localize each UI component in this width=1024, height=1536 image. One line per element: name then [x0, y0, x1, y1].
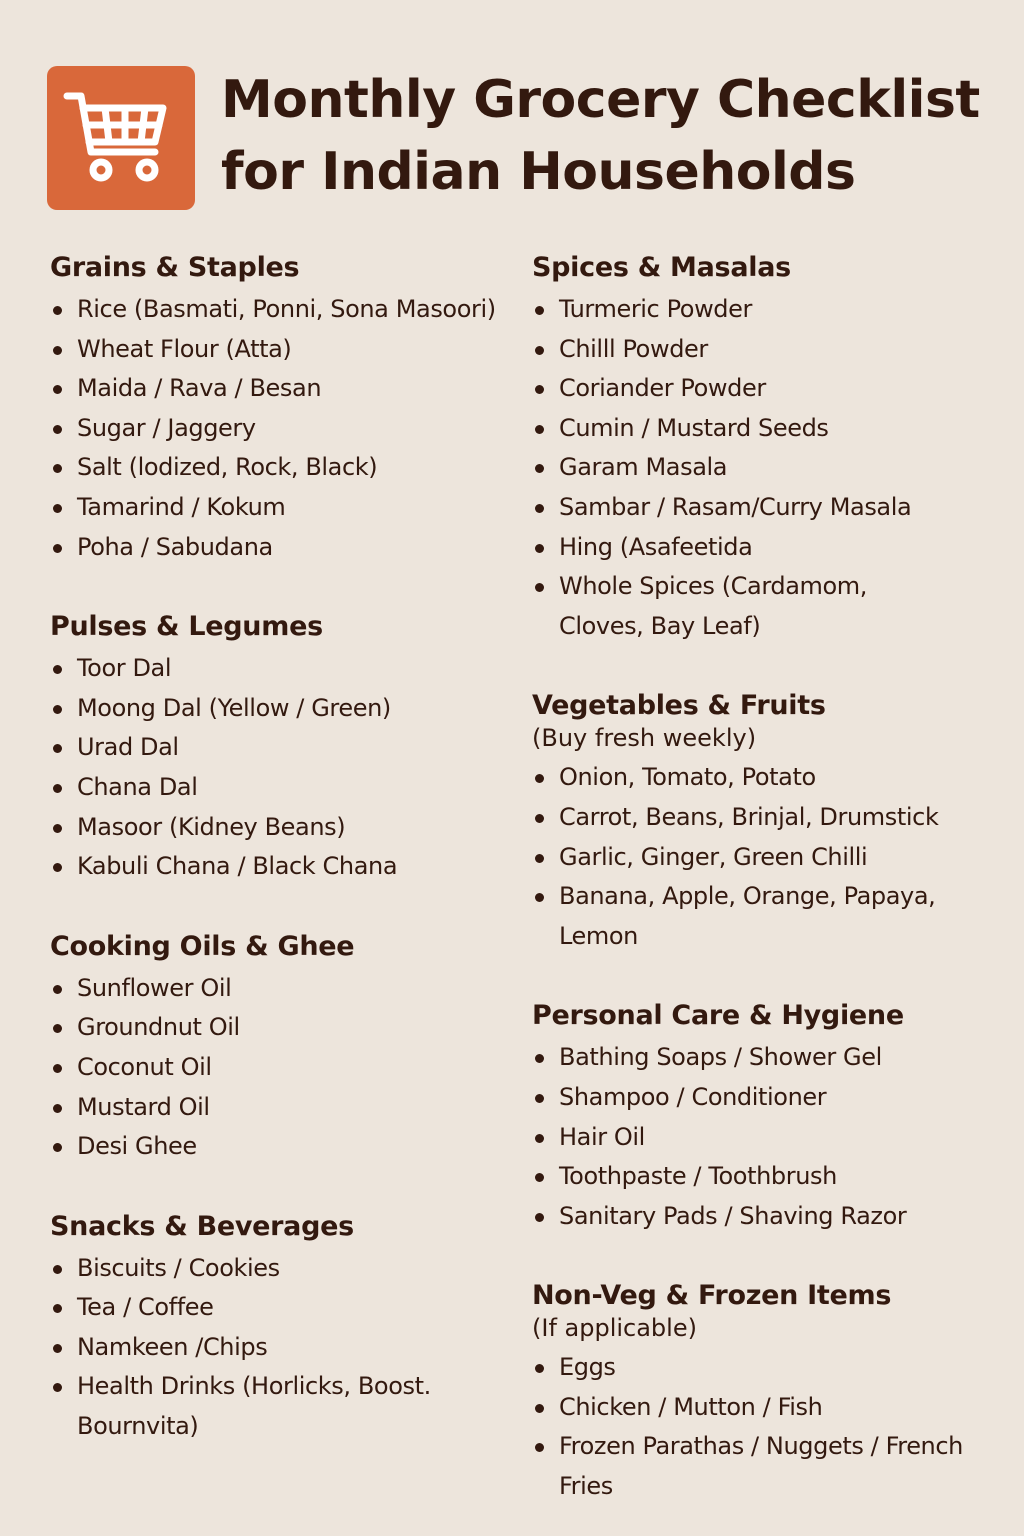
logo — [47, 66, 195, 210]
section-grains-staples — [50, 250, 520, 567]
section-title: Cooking Oils & Ghee — [50, 930, 355, 962]
list-item: Coriander Powder — [532, 369, 1002, 409]
section-title: Pulses & Legumes — [50, 611, 323, 643]
list-item: Chilll Powder — [532, 330, 1002, 370]
section-snacks-beverages — [50, 1209, 520, 1447]
list-item: Desi Ghee — [50, 1127, 520, 1167]
item-list — [532, 1038, 1002, 1236]
page-header — [47, 66, 997, 210]
item-list — [532, 290, 1002, 646]
list-item: Chicken / Mutton / Fish — [532, 1388, 1002, 1428]
list-item: Namkeen /Chips — [50, 1328, 520, 1368]
item-list — [50, 290, 520, 567]
section-title: Vegetables & Fruits — [532, 690, 826, 722]
list-item: Biscuits / Cookies — [50, 1249, 520, 1289]
list-item: Mustard Oil — [50, 1088, 520, 1128]
list-item: Moong Dal (Yellow / Green) — [50, 689, 520, 729]
list-item: Salt (lodized, Rock, Black) — [50, 448, 520, 488]
list-item: Sugar / Jaggery — [50, 409, 520, 449]
section-title: Snacks & Beverages — [50, 1210, 354, 1242]
list-item: Shampoo / Conditioner — [532, 1078, 1002, 1118]
list-item: Sunflower Oil — [50, 969, 520, 1009]
section-vegetables-fruits — [532, 688, 1002, 956]
item-list — [50, 649, 520, 887]
list-item: Sanitary Pads / Shaving Razor — [532, 1197, 1002, 1237]
list-item: Tea / Coffee — [50, 1288, 520, 1328]
page-title — [221, 64, 1001, 208]
list-item: Wheat Flour (Atta) — [50, 330, 520, 370]
list-item: Hing (Asafeetida — [532, 528, 1002, 568]
left-column — [50, 250, 520, 1447]
section-cooking-oils-ghee — [50, 929, 520, 1167]
section-personal-care-hygiene — [532, 998, 1002, 1236]
list-item: Onion, Tomato, Potato — [532, 758, 1002, 798]
item-list — [50, 969, 520, 1167]
list-item: Groundnut Oil — [50, 1008, 520, 1048]
list-item: Banana, Apple, Orange, Papaya, Lemon — [532, 877, 999, 956]
list-item: Kabuli Chana / Black Chana — [50, 847, 520, 887]
section-non-veg-frozen — [532, 1278, 1002, 1506]
list-item: Hair Oil — [532, 1118, 1002, 1158]
section-spices-masalas — [532, 250, 1002, 646]
list-item: Tamarind / Kokum — [50, 488, 520, 528]
list-item: Cumin / Mustard Seeds — [532, 409, 1002, 449]
list-item: Coconut Oil — [50, 1048, 520, 1088]
list-item: Sambar / Rasam/Curry Masala — [532, 488, 1002, 528]
list-item: Toothpaste / Toothbrush — [532, 1157, 1002, 1197]
list-item: Health Drinks (Horlicks, Boost. Bournvita) — [50, 1367, 477, 1446]
section-note: (If applicable) — [532, 1314, 697, 1343]
list-item: Maida / Rava / Besan — [50, 369, 520, 409]
list-item: Bathing Soaps / Shower Gel — [532, 1038, 1002, 1078]
list-item: Garam Masala — [532, 448, 1002, 488]
section-title: Personal Care & Hygiene — [532, 1000, 904, 1032]
section-title: Grains & Staples — [50, 252, 300, 283]
list-item: Whole Spices (Cardamom, Cloves, Bay Leaf) — [532, 567, 949, 646]
section-title: Spices & Masalas — [532, 252, 791, 283]
section-note: (Buy fresh weekly) — [532, 724, 757, 753]
item-list — [532, 758, 1002, 956]
list-item: Garlic, Ginger, Green Chilli — [532, 838, 1002, 878]
list-item: Chana Dal — [50, 768, 520, 808]
section-title: Non-Veg & Frozen Items — [532, 1280, 892, 1312]
list-item: Poha / Sabudana — [50, 528, 520, 568]
list-item: Toor Dal — [50, 649, 520, 689]
item-list — [532, 1348, 1002, 1506]
list-item: Rice (Basmati, Ponni, Sona Masoori) — [50, 290, 520, 330]
list-item: Frozen Parathas / Nuggets / French Fries — [532, 1427, 1019, 1506]
title-line-2: for Indian Households — [221, 142, 856, 202]
item-list — [50, 1249, 520, 1447]
list-item: Turmeric Powder — [532, 290, 1002, 330]
list-item: Carrot, Beans, Brinjal, Drumstick — [532, 798, 1002, 838]
section-pulses-legumes — [50, 609, 520, 887]
title-line-1: Monthly Grocery Checklist — [221, 70, 980, 130]
list-item: Urad Dal — [50, 728, 520, 768]
list-item: Masoor (Kidney Beans) — [50, 808, 520, 848]
list-item: Eggs — [532, 1348, 1002, 1388]
right-column — [532, 250, 1002, 1507]
